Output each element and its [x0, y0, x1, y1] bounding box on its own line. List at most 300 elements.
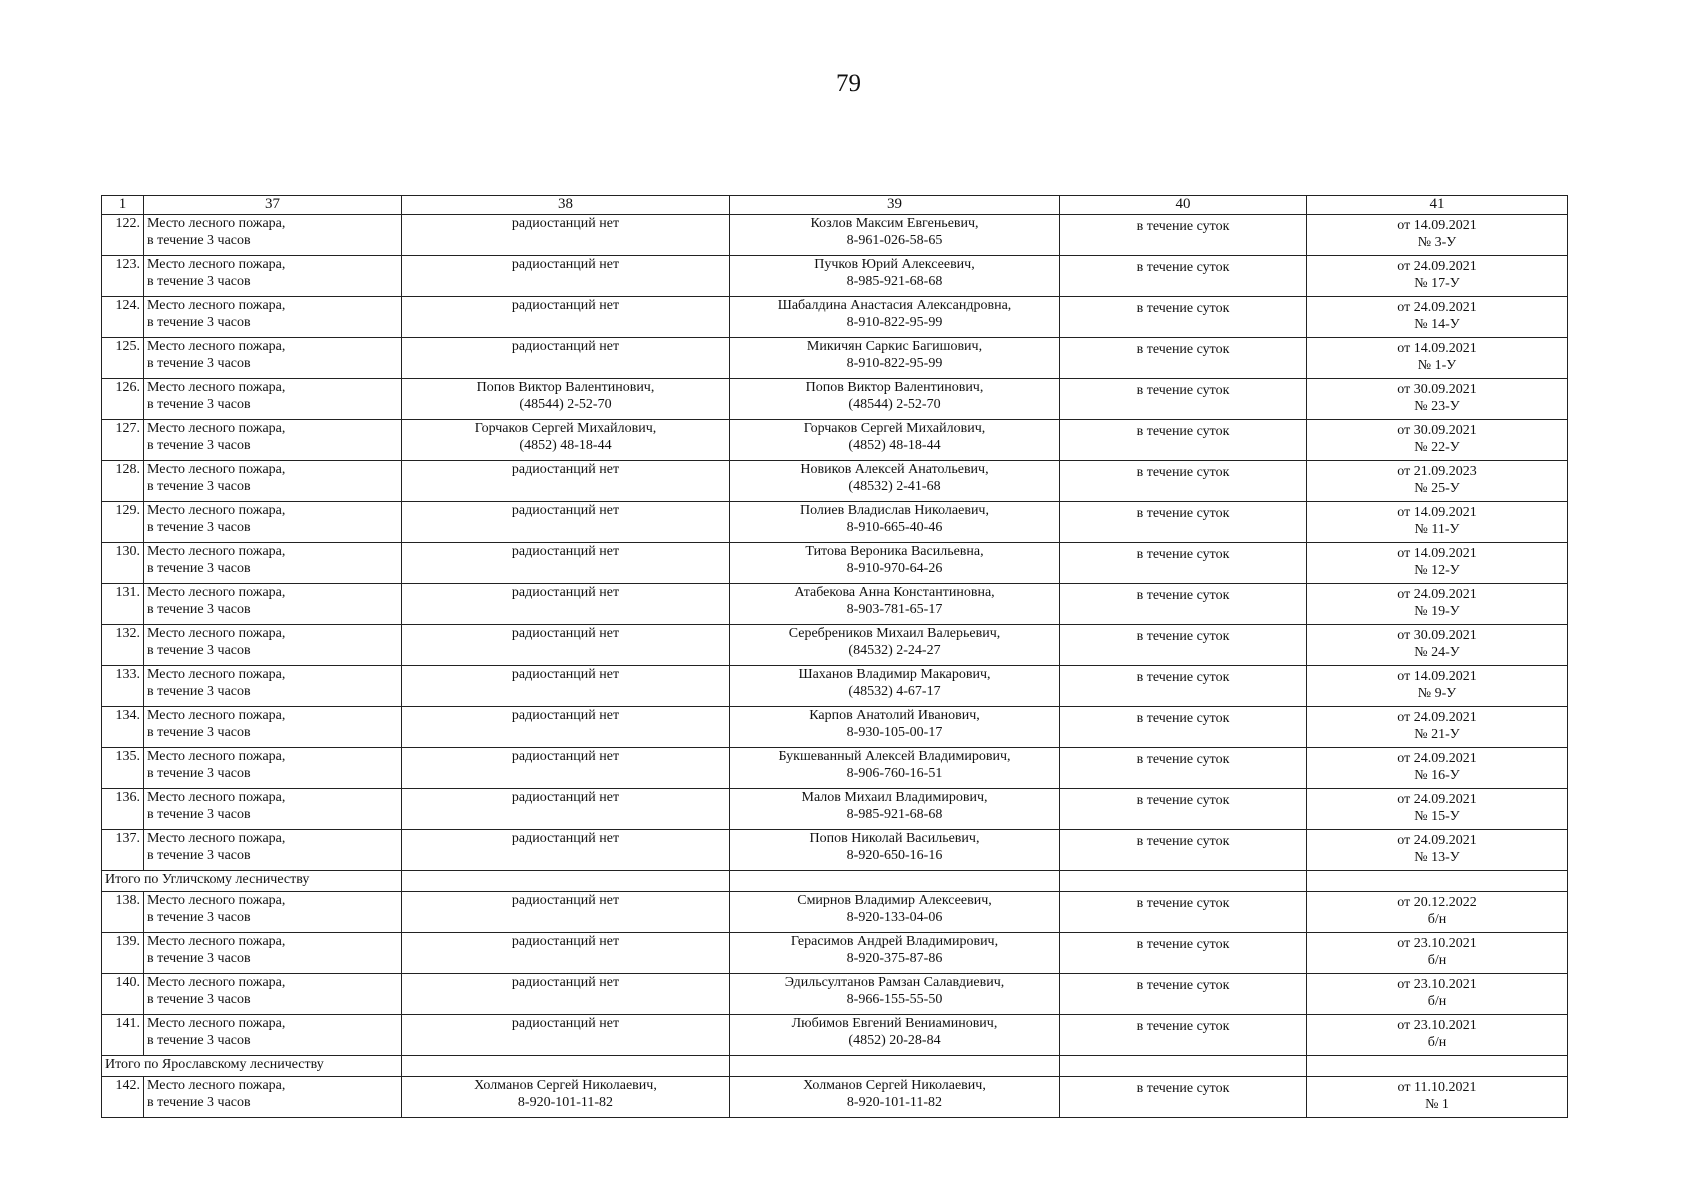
- radio-line-1: радиостанций нет: [511, 257, 620, 272]
- header-cell-col-38: 38: [402, 196, 730, 215]
- radio-cell: [402, 748, 730, 789]
- document-cell: [1307, 707, 1568, 748]
- contact-name: Малов Михаил Владимирович,: [801, 790, 988, 805]
- radio-line-1: радиостанций нет: [511, 585, 620, 600]
- document-number: № 3-У: [1417, 235, 1457, 250]
- contact-cell: [730, 543, 1060, 584]
- radio-cell: [402, 933, 730, 974]
- document-cell: [1307, 502, 1568, 543]
- document-cell: [1307, 892, 1568, 933]
- contact-phone: 8-910-822-95-99: [846, 356, 943, 371]
- term-text: в течение суток: [1136, 711, 1230, 726]
- document-date: от 14.09.2021: [1397, 669, 1477, 684]
- place-line-2: в течение 3 часов: [147, 274, 251, 289]
- header-cell-col-39: 39: [730, 196, 1060, 215]
- place-line-1: Место лесного пожара,: [147, 667, 286, 682]
- row-number: 129.: [115, 503, 140, 518]
- document-date: от 24.09.2021: [1397, 792, 1477, 807]
- term-text: в течение суток: [1136, 1019, 1230, 1034]
- document-date: от 24.09.2021: [1397, 833, 1477, 848]
- table-row: [102, 461, 1568, 502]
- place-line-2: в течение 3 часов: [147, 356, 251, 371]
- document-number: № 13-У: [1414, 850, 1460, 865]
- row-number-cell: [102, 215, 144, 256]
- place-line-1: Место лесного пожара,: [147, 216, 286, 231]
- place-line-1: Место лесного пожара,: [147, 421, 286, 436]
- term-cell: [1060, 974, 1307, 1015]
- term-cell: [1060, 502, 1307, 543]
- place-cell: [144, 1015, 402, 1056]
- document-number: № 1: [1425, 1097, 1449, 1112]
- place-line-2: в течение 3 часов: [147, 643, 251, 658]
- document-number: № 17-У: [1414, 276, 1460, 291]
- document-number: № 15-У: [1414, 809, 1460, 824]
- term-cell: [1060, 1077, 1307, 1118]
- document-number: № 1-У: [1417, 358, 1457, 373]
- document-cell: [1307, 974, 1568, 1015]
- empty-cell: [402, 1056, 730, 1077]
- radio-line-2: 8-920-101-11-82: [517, 1095, 614, 1110]
- term-cell: [1060, 789, 1307, 830]
- radio-cell: [402, 625, 730, 666]
- term-cell: [1060, 666, 1307, 707]
- row-number: 126.: [115, 380, 140, 395]
- row-number: 132.: [115, 626, 140, 641]
- term-cell: [1060, 892, 1307, 933]
- header-cell-col-1: 1: [102, 196, 144, 215]
- place-cell: [144, 1077, 402, 1118]
- document-number: № 16-У: [1414, 768, 1460, 783]
- row-number: 142.: [115, 1078, 140, 1093]
- table-row: [102, 215, 1568, 256]
- contact-phone: (4852) 48-18-44: [848, 438, 941, 453]
- page-number: 79: [836, 70, 861, 97]
- contact-phone: 8-920-133-04-06: [846, 910, 943, 925]
- term-cell: [1060, 297, 1307, 338]
- place-line-1: Место лесного пожара,: [147, 339, 286, 354]
- contact-phone: (84532) 2-24-27: [848, 643, 941, 658]
- table-row: [102, 830, 1568, 871]
- place-line-1: Место лесного пожара,: [147, 975, 286, 990]
- term-cell: [1060, 543, 1307, 584]
- term-text: в течение суток: [1136, 1081, 1230, 1096]
- table-row: [102, 543, 1568, 584]
- contact-name: Микичян Саркис Багишович,: [806, 339, 983, 354]
- place-cell: [144, 338, 402, 379]
- radio-line-1: радиостанций нет: [511, 831, 620, 846]
- document-date: от 24.09.2021: [1397, 259, 1477, 274]
- table-row: [102, 707, 1568, 748]
- row-number-cell: [102, 748, 144, 789]
- document-number: № 22-У: [1414, 440, 1460, 455]
- place-line-2: в течение 3 часов: [147, 951, 251, 966]
- document-cell: [1307, 215, 1568, 256]
- table-row: [102, 584, 1568, 625]
- radio-line-1: радиостанций нет: [511, 462, 620, 477]
- row-number: 124.: [115, 298, 140, 313]
- document-cell: [1307, 625, 1568, 666]
- term-text: в течение суток: [1136, 937, 1230, 952]
- contact-cell: [730, 625, 1060, 666]
- place-cell: [144, 789, 402, 830]
- term-text: в течение суток: [1136, 547, 1230, 562]
- place-line-1: Место лесного пожара,: [147, 934, 286, 949]
- row-number-cell: [102, 707, 144, 748]
- radio-line-1: Попов Виктор Валентинович,: [476, 380, 655, 395]
- radio-cell: [402, 789, 730, 830]
- place-cell: [144, 892, 402, 933]
- contact-name: Герасимов Андрей Владимирович,: [790, 934, 999, 949]
- place-line-1: Место лесного пожара,: [147, 257, 286, 272]
- term-text: в течение суток: [1136, 588, 1230, 603]
- contact-cell: [730, 892, 1060, 933]
- radio-line-2: (4852) 48-18-44: [519, 438, 612, 453]
- place-line-2: в течение 3 часов: [147, 602, 251, 617]
- subtotal-row: [102, 1056, 1568, 1077]
- term-cell: [1060, 748, 1307, 789]
- contact-cell: [730, 420, 1060, 461]
- place-cell: [144, 543, 402, 584]
- document-number: № 21-У: [1414, 727, 1460, 742]
- table-row: [102, 297, 1568, 338]
- radio-line-1: Холманов Сергей Николаевич,: [474, 1078, 657, 1093]
- row-number: 123.: [115, 257, 140, 272]
- document-date: от 14.09.2021: [1397, 505, 1477, 520]
- radio-cell: [402, 830, 730, 871]
- row-number-cell: [102, 1015, 144, 1056]
- document-date: от 24.09.2021: [1397, 300, 1477, 315]
- row-number-cell: [102, 974, 144, 1015]
- document-cell: [1307, 1077, 1568, 1118]
- contact-cell: [730, 789, 1060, 830]
- place-line-2: в течение 3 часов: [147, 1095, 251, 1110]
- place-line-2: в течение 3 часов: [147, 848, 251, 863]
- place-cell: [144, 297, 402, 338]
- document-number: № 14-У: [1414, 317, 1460, 332]
- table-row: [102, 1077, 1568, 1118]
- term-cell: [1060, 933, 1307, 974]
- term-text: в течение суток: [1136, 670, 1230, 685]
- radio-cell: [402, 297, 730, 338]
- document-date: от 23.10.2021: [1397, 1018, 1477, 1033]
- radio-cell: [402, 215, 730, 256]
- radio-cell: [402, 256, 730, 297]
- document-date: от 30.09.2021: [1397, 423, 1477, 438]
- term-text: в течение суток: [1136, 342, 1230, 357]
- contact-cell: [730, 666, 1060, 707]
- row-number: 140.: [115, 975, 140, 990]
- contact-phone: (48544) 2-52-70: [848, 397, 941, 412]
- radio-line-1: радиостанций нет: [511, 544, 620, 559]
- radio-cell: [402, 974, 730, 1015]
- radio-line-1: радиостанций нет: [511, 934, 620, 949]
- document-date: от 30.09.2021: [1397, 628, 1477, 643]
- contact-phone: 8-920-650-16-16: [846, 848, 943, 863]
- contact-cell: [730, 256, 1060, 297]
- document-cell: [1307, 297, 1568, 338]
- table-row: [102, 379, 1568, 420]
- term-text: в течение суток: [1136, 896, 1230, 911]
- place-line-1: Место лесного пожара,: [147, 380, 286, 395]
- document-cell: [1307, 748, 1568, 789]
- place-line-2: в течение 3 часов: [147, 910, 251, 925]
- table-row: [102, 338, 1568, 379]
- place-line-1: Место лесного пожара,: [147, 544, 286, 559]
- radio-line-1: Горчаков Сергей Михайлович,: [474, 421, 657, 436]
- term-text: в течение суток: [1136, 752, 1230, 767]
- place-line-2: в течение 3 часов: [147, 766, 251, 781]
- table-row: [102, 1015, 1568, 1056]
- place-line-2: в течение 3 часов: [147, 315, 251, 330]
- document-date: от 11.10.2021: [1397, 1080, 1477, 1095]
- radio-line-2: (48544) 2-52-70: [519, 397, 612, 412]
- contact-cell: [730, 748, 1060, 789]
- row-number-cell: [102, 256, 144, 297]
- empty-cell: [1060, 871, 1307, 892]
- contact-phone: 8-985-921-68-68: [846, 274, 943, 289]
- row-number-cell: [102, 789, 144, 830]
- document-number: б/н: [1427, 953, 1447, 968]
- radio-cell: [402, 892, 730, 933]
- place-cell: [144, 584, 402, 625]
- document-cell: [1307, 830, 1568, 871]
- document-number: б/н: [1427, 994, 1447, 1009]
- term-text: в течение суток: [1136, 383, 1230, 398]
- term-text: в течение суток: [1136, 978, 1230, 993]
- place-line-1: Место лесного пожара,: [147, 708, 286, 723]
- row-number-cell: [102, 379, 144, 420]
- place-line-2: в течение 3 часов: [147, 438, 251, 453]
- contact-cell: [730, 974, 1060, 1015]
- radio-cell: [402, 461, 730, 502]
- row-number-cell: [102, 830, 144, 871]
- empty-cell: [1307, 1056, 1568, 1077]
- row-number-cell: [102, 502, 144, 543]
- term-text: в течение суток: [1136, 424, 1230, 439]
- empty-cell: [1060, 1056, 1307, 1077]
- radio-cell: [402, 1015, 730, 1056]
- place-line-2: в течение 3 часов: [147, 397, 251, 412]
- document-number: б/н: [1427, 912, 1447, 927]
- radio-cell: [402, 420, 730, 461]
- radio-cell: [402, 1077, 730, 1118]
- term-text: в течение суток: [1136, 301, 1230, 316]
- contact-name: Шаханов Владимир Макарович,: [798, 667, 991, 682]
- contact-phone: (4852) 20-28-84: [848, 1033, 941, 1048]
- row-number: 139.: [115, 934, 140, 949]
- document-number: № 19-У: [1414, 604, 1460, 619]
- contact-name: Эдильсултанов Рамзан Салавдиевич,: [784, 975, 1005, 990]
- document-number: № 25-У: [1414, 481, 1460, 496]
- place-line-2: в течение 3 часов: [147, 807, 251, 822]
- contact-name: Полиев Владислав Николаевич,: [800, 503, 989, 518]
- document-date: от 23.10.2021: [1397, 936, 1477, 951]
- row-number: 137.: [115, 831, 140, 846]
- place-line-2: в течение 3 часов: [147, 520, 251, 535]
- document-date: от 20.12.2022: [1397, 895, 1477, 910]
- document-number: б/н: [1427, 1035, 1447, 1050]
- document-cell: [1307, 1015, 1568, 1056]
- contact-phone: 8-985-921-68-68: [846, 807, 943, 822]
- document-cell: [1307, 338, 1568, 379]
- place-line-1: Место лесного пожара,: [147, 298, 286, 313]
- place-cell: [144, 666, 402, 707]
- radio-cell: [402, 584, 730, 625]
- contact-cell: [730, 461, 1060, 502]
- row-number: 135.: [115, 749, 140, 764]
- radio-cell: [402, 338, 730, 379]
- row-number-cell: [102, 666, 144, 707]
- header-cell-col-40: 40: [1060, 196, 1307, 215]
- document-date: от 14.09.2021: [1397, 546, 1477, 561]
- contact-phone: 8-906-760-16-51: [846, 766, 943, 781]
- document-date: от 14.09.2021: [1397, 341, 1477, 356]
- table-row: [102, 789, 1568, 830]
- place-cell: [144, 625, 402, 666]
- document-cell: [1307, 933, 1568, 974]
- contact-name: Серебреников Михаил Валерьевич,: [788, 626, 1001, 641]
- term-cell: [1060, 256, 1307, 297]
- document-number: № 11-У: [1414, 522, 1460, 537]
- radio-cell: [402, 502, 730, 543]
- header-cell-col-41: 41: [1307, 196, 1568, 215]
- place-line-1: Место лесного пожара,: [147, 790, 286, 805]
- radio-line-1: радиостанций нет: [511, 667, 620, 682]
- document-date: от 24.09.2021: [1397, 587, 1477, 602]
- row-number: 128.: [115, 462, 140, 477]
- place-line-1: Место лесного пожара,: [147, 503, 286, 518]
- radio-cell: [402, 666, 730, 707]
- radio-line-1: радиостанций нет: [511, 626, 620, 641]
- contact-phone: 8-920-375-87-86: [846, 951, 943, 966]
- term-cell: [1060, 420, 1307, 461]
- place-cell: [144, 830, 402, 871]
- radio-cell: [402, 543, 730, 584]
- place-line-1: Место лесного пожара,: [147, 831, 286, 846]
- table-row: [102, 666, 1568, 707]
- contact-cell: [730, 707, 1060, 748]
- contact-phone: (48532) 2-41-68: [848, 479, 941, 494]
- place-line-1: Место лесного пожара,: [147, 749, 286, 764]
- document-number: № 24-У: [1414, 645, 1460, 660]
- term-cell: [1060, 215, 1307, 256]
- document-cell: [1307, 461, 1568, 502]
- row-number-cell: [102, 933, 144, 974]
- subtotal-row: [102, 871, 1568, 892]
- row-number: 134.: [115, 708, 140, 723]
- radio-line-1: радиостанций нет: [511, 975, 620, 990]
- contact-cell: [730, 1015, 1060, 1056]
- document-number: № 12-У: [1414, 563, 1460, 578]
- place-cell: [144, 420, 402, 461]
- table-row: [102, 892, 1568, 933]
- row-number-cell: [102, 1077, 144, 1118]
- subtotal-label: Итого по Ярославскому лесничеству: [105, 1057, 324, 1072]
- radio-cell: [402, 707, 730, 748]
- row-number: 130.: [115, 544, 140, 559]
- row-number: 138.: [115, 893, 140, 908]
- place-cell: [144, 379, 402, 420]
- place-line-2: в течение 3 часов: [147, 479, 251, 494]
- subtotal-label-cell: [102, 871, 402, 892]
- contact-name: Любимов Евгений Вениаминович,: [791, 1016, 998, 1031]
- row-number-cell: [102, 297, 144, 338]
- document-date: от 24.09.2021: [1397, 710, 1477, 725]
- row-number-cell: [102, 461, 144, 502]
- term-text: в течение суток: [1136, 465, 1230, 480]
- document-date: от 24.09.2021: [1397, 751, 1477, 766]
- contact-name: Шабалдина Анастасия Александровна,: [777, 298, 1012, 313]
- table-row: [102, 933, 1568, 974]
- document-cell: [1307, 584, 1568, 625]
- contact-name: Новиков Алексей Анатольевич,: [800, 462, 989, 477]
- place-cell: [144, 461, 402, 502]
- document-date: от 23.10.2021: [1397, 977, 1477, 992]
- subtotal-label-cell: [102, 1056, 402, 1077]
- contact-name: Попов Виктор Валентинович,: [805, 380, 984, 395]
- radio-line-1: радиостанций нет: [511, 893, 620, 908]
- row-number-cell: [102, 543, 144, 584]
- place-line-2: в течение 3 часов: [147, 561, 251, 576]
- place-line-1: Место лесного пожара,: [147, 1078, 286, 1093]
- document-cell: [1307, 256, 1568, 297]
- empty-cell: [402, 871, 730, 892]
- contact-phone: 8-910-665-40-46: [846, 520, 943, 535]
- table-row: [102, 256, 1568, 297]
- term-cell: [1060, 584, 1307, 625]
- term-cell: [1060, 1015, 1307, 1056]
- table-row: [102, 625, 1568, 666]
- place-cell: [144, 707, 402, 748]
- contact-name: Горчаков Сергей Михайлович,: [803, 421, 986, 436]
- table-row: [102, 748, 1568, 789]
- place-line-1: Место лесного пожара,: [147, 626, 286, 641]
- row-number: 131.: [115, 585, 140, 600]
- contact-cell: [730, 933, 1060, 974]
- row-number-cell: [102, 892, 144, 933]
- contact-name: Титова Вероника Васильевна,: [805, 544, 984, 559]
- document-date: от 14.09.2021: [1397, 218, 1477, 233]
- forest-fire-table: [101, 195, 1568, 1118]
- contact-cell: [730, 584, 1060, 625]
- contact-cell: [730, 830, 1060, 871]
- place-line-1: Место лесного пожара,: [147, 1016, 286, 1031]
- contact-phone: (48532) 4-67-17: [848, 684, 941, 699]
- contact-cell: [730, 215, 1060, 256]
- term-cell: [1060, 379, 1307, 420]
- contact-name: Козлов Максим Евгеньевич,: [810, 216, 979, 231]
- table-body: [102, 215, 1568, 1118]
- contact-cell: [730, 502, 1060, 543]
- document-number: № 9-У: [1417, 686, 1457, 701]
- radio-cell: [402, 379, 730, 420]
- term-cell: [1060, 625, 1307, 666]
- place-cell: [144, 748, 402, 789]
- contact-phone: 8-961-026-58-65: [846, 233, 943, 248]
- row-number: 136.: [115, 790, 140, 805]
- document-date: от 21.09.2023: [1397, 464, 1477, 479]
- row-number-cell: [102, 338, 144, 379]
- term-text: в течение суток: [1136, 793, 1230, 808]
- empty-cell: [730, 1056, 1060, 1077]
- term-text: в течение суток: [1136, 506, 1230, 521]
- radio-line-1: радиостанций нет: [511, 339, 620, 354]
- row-number: 125.: [115, 339, 140, 354]
- row-number: 122.: [115, 216, 140, 231]
- document-cell: [1307, 543, 1568, 584]
- term-cell: [1060, 461, 1307, 502]
- contact-name: Карпов Анатолий Иванович,: [809, 708, 980, 723]
